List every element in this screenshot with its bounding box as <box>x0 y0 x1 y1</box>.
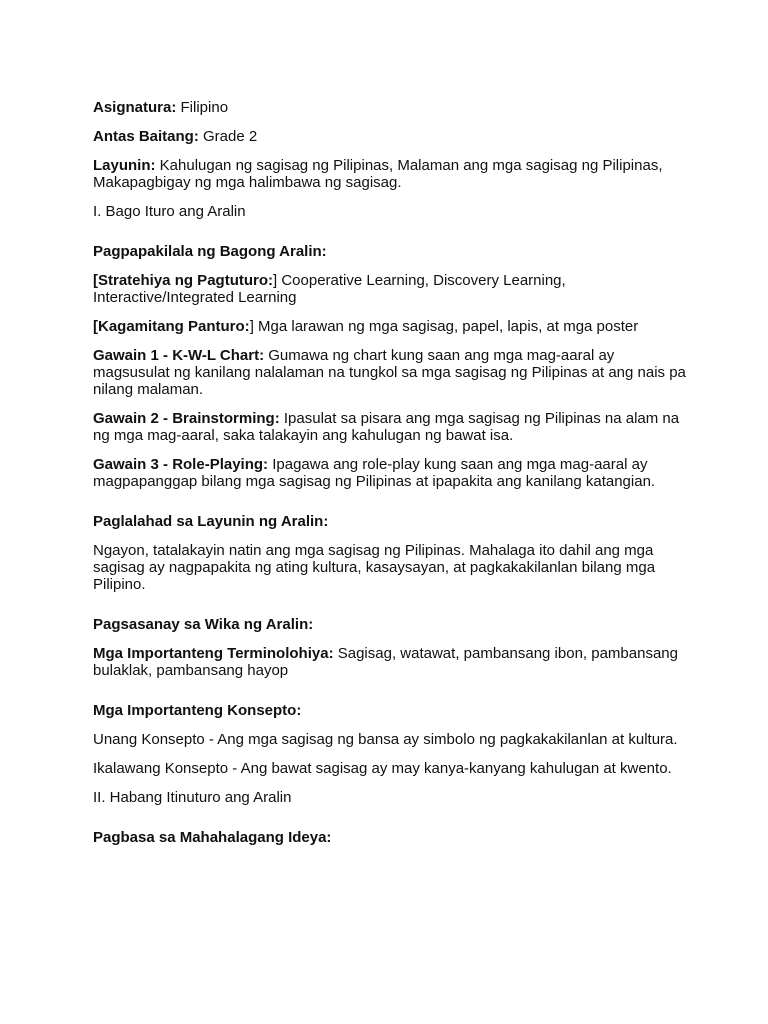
pagbasa-heading: Pagbasa sa Mahahalagang Ideya: <box>93 829 332 846</box>
gawain-1-label: Gawain 1 - K-W-L Chart: <box>93 347 265 364</box>
section-heading-1: I. Bago Ituro ang Aralin <box>93 203 246 220</box>
lesson-plan-document <box>93 99 693 846</box>
paglalahad-paragraph: Ngayon, tatalakayin natin ang mga sagisag ng Pilipinas. Mahalaga ito dahil ang mga sagisag ay nagpapakita ng ating kultura, kasaysayan, at pagkakakilanlan bilang mga Pilipino. <box>93 542 656 593</box>
antas-line <box>93 128 693 145</box>
layunin-value: Kahulugan ng sagisag ng Pilipinas, Malaman ang mga sagisag ng Pilipinas, Makapagbigay ng mga halimbawa ng sagisag. <box>93 157 663 191</box>
kagamitan-paragraph <box>93 318 693 335</box>
gawain-3-paragraph <box>93 456 693 490</box>
stratehiya-paragraph <box>93 272 693 306</box>
stratehiya-label: [Stratehiya ng Pagtuturo: <box>93 272 274 289</box>
antas-label: Antas Baitang: <box>93 128 199 145</box>
konsepto-2-paragraph: Ikalawang Konsepto - Ang bawat sagisag ay may kanya-kanyang kahulugan at kwento. <box>93 760 672 777</box>
gawain-1-value: Gumawa ng chart kung saan ang mga mag-aaral ay magsusulat ng kanilang nalalaman na tungkol sa mga sagisag ng Pilipinas at ang nais pa nilang malaman. <box>93 347 686 398</box>
pagpapakilala-heading: Pagpapakilala ng Bagong Aralin: <box>93 243 327 260</box>
paglalahad-heading: Paglalahad sa Layunin ng Aralin: <box>93 513 329 530</box>
antas-value: Grade 2 <box>198 128 258 145</box>
asignatura-line <box>93 99 693 116</box>
gawain-3-value: Ipagawa ang role-play kung saan ang mga mag-aaral ay magpapanggap bilang mga sagisag ng Pilipinas at ipapakita ang kanilang katangian. <box>93 456 656 490</box>
gawain-2-paragraph <box>93 410 693 444</box>
konsepto-heading: Mga Importanteng Konsepto: <box>93 702 302 719</box>
gawain-2-label: Gawain 2 - Brainstorming: <box>93 410 280 427</box>
section-heading-2: II. Habang Itinuturo ang Aralin <box>93 789 292 806</box>
terminolohiya-value: Sagisag, watawat, pambansang ibon, pambansang bulaklak, pambansang hayop <box>93 645 678 679</box>
gawain-3-label: Gawain 3 - Role-Playing: <box>93 456 269 473</box>
konsepto-1-paragraph: Unang Konsepto - Ang mga sagisag ng bansa ay simbolo ng pagkakakilanlan at kultura. <box>93 731 678 748</box>
terminolohiya-paragraph <box>93 645 693 679</box>
stratehiya-value: ] Cooperative Learning, Discovery Learning, Interactive/Integrated Learning <box>93 272 566 306</box>
asignatura-value: Filipino <box>176 99 229 116</box>
pagsasanay-heading: Pagsasanay sa Wika ng Aralin: <box>93 616 314 633</box>
asignatura-label: Asignatura: <box>93 99 177 116</box>
gawain-2-value: Ipasulat sa pisara ang mga sagisag ng Pilipinas na alam na ng mga mag-aaral, saka talakayin ang kahulugan ng bawat isa. <box>93 410 680 444</box>
kagamitan-value: ] Mga larawan ng mga sagisag, papel, lapis, at mga poster <box>249 318 639 335</box>
layunin-label: Layunin: <box>93 157 156 174</box>
gawain-1-paragraph <box>93 347 693 398</box>
terminolohiya-label: Mga Importanteng Terminolohiya: <box>93 645 334 662</box>
kagamitan-label: [Kagamitang Panturo: <box>93 318 250 335</box>
layunin-paragraph <box>93 157 693 191</box>
